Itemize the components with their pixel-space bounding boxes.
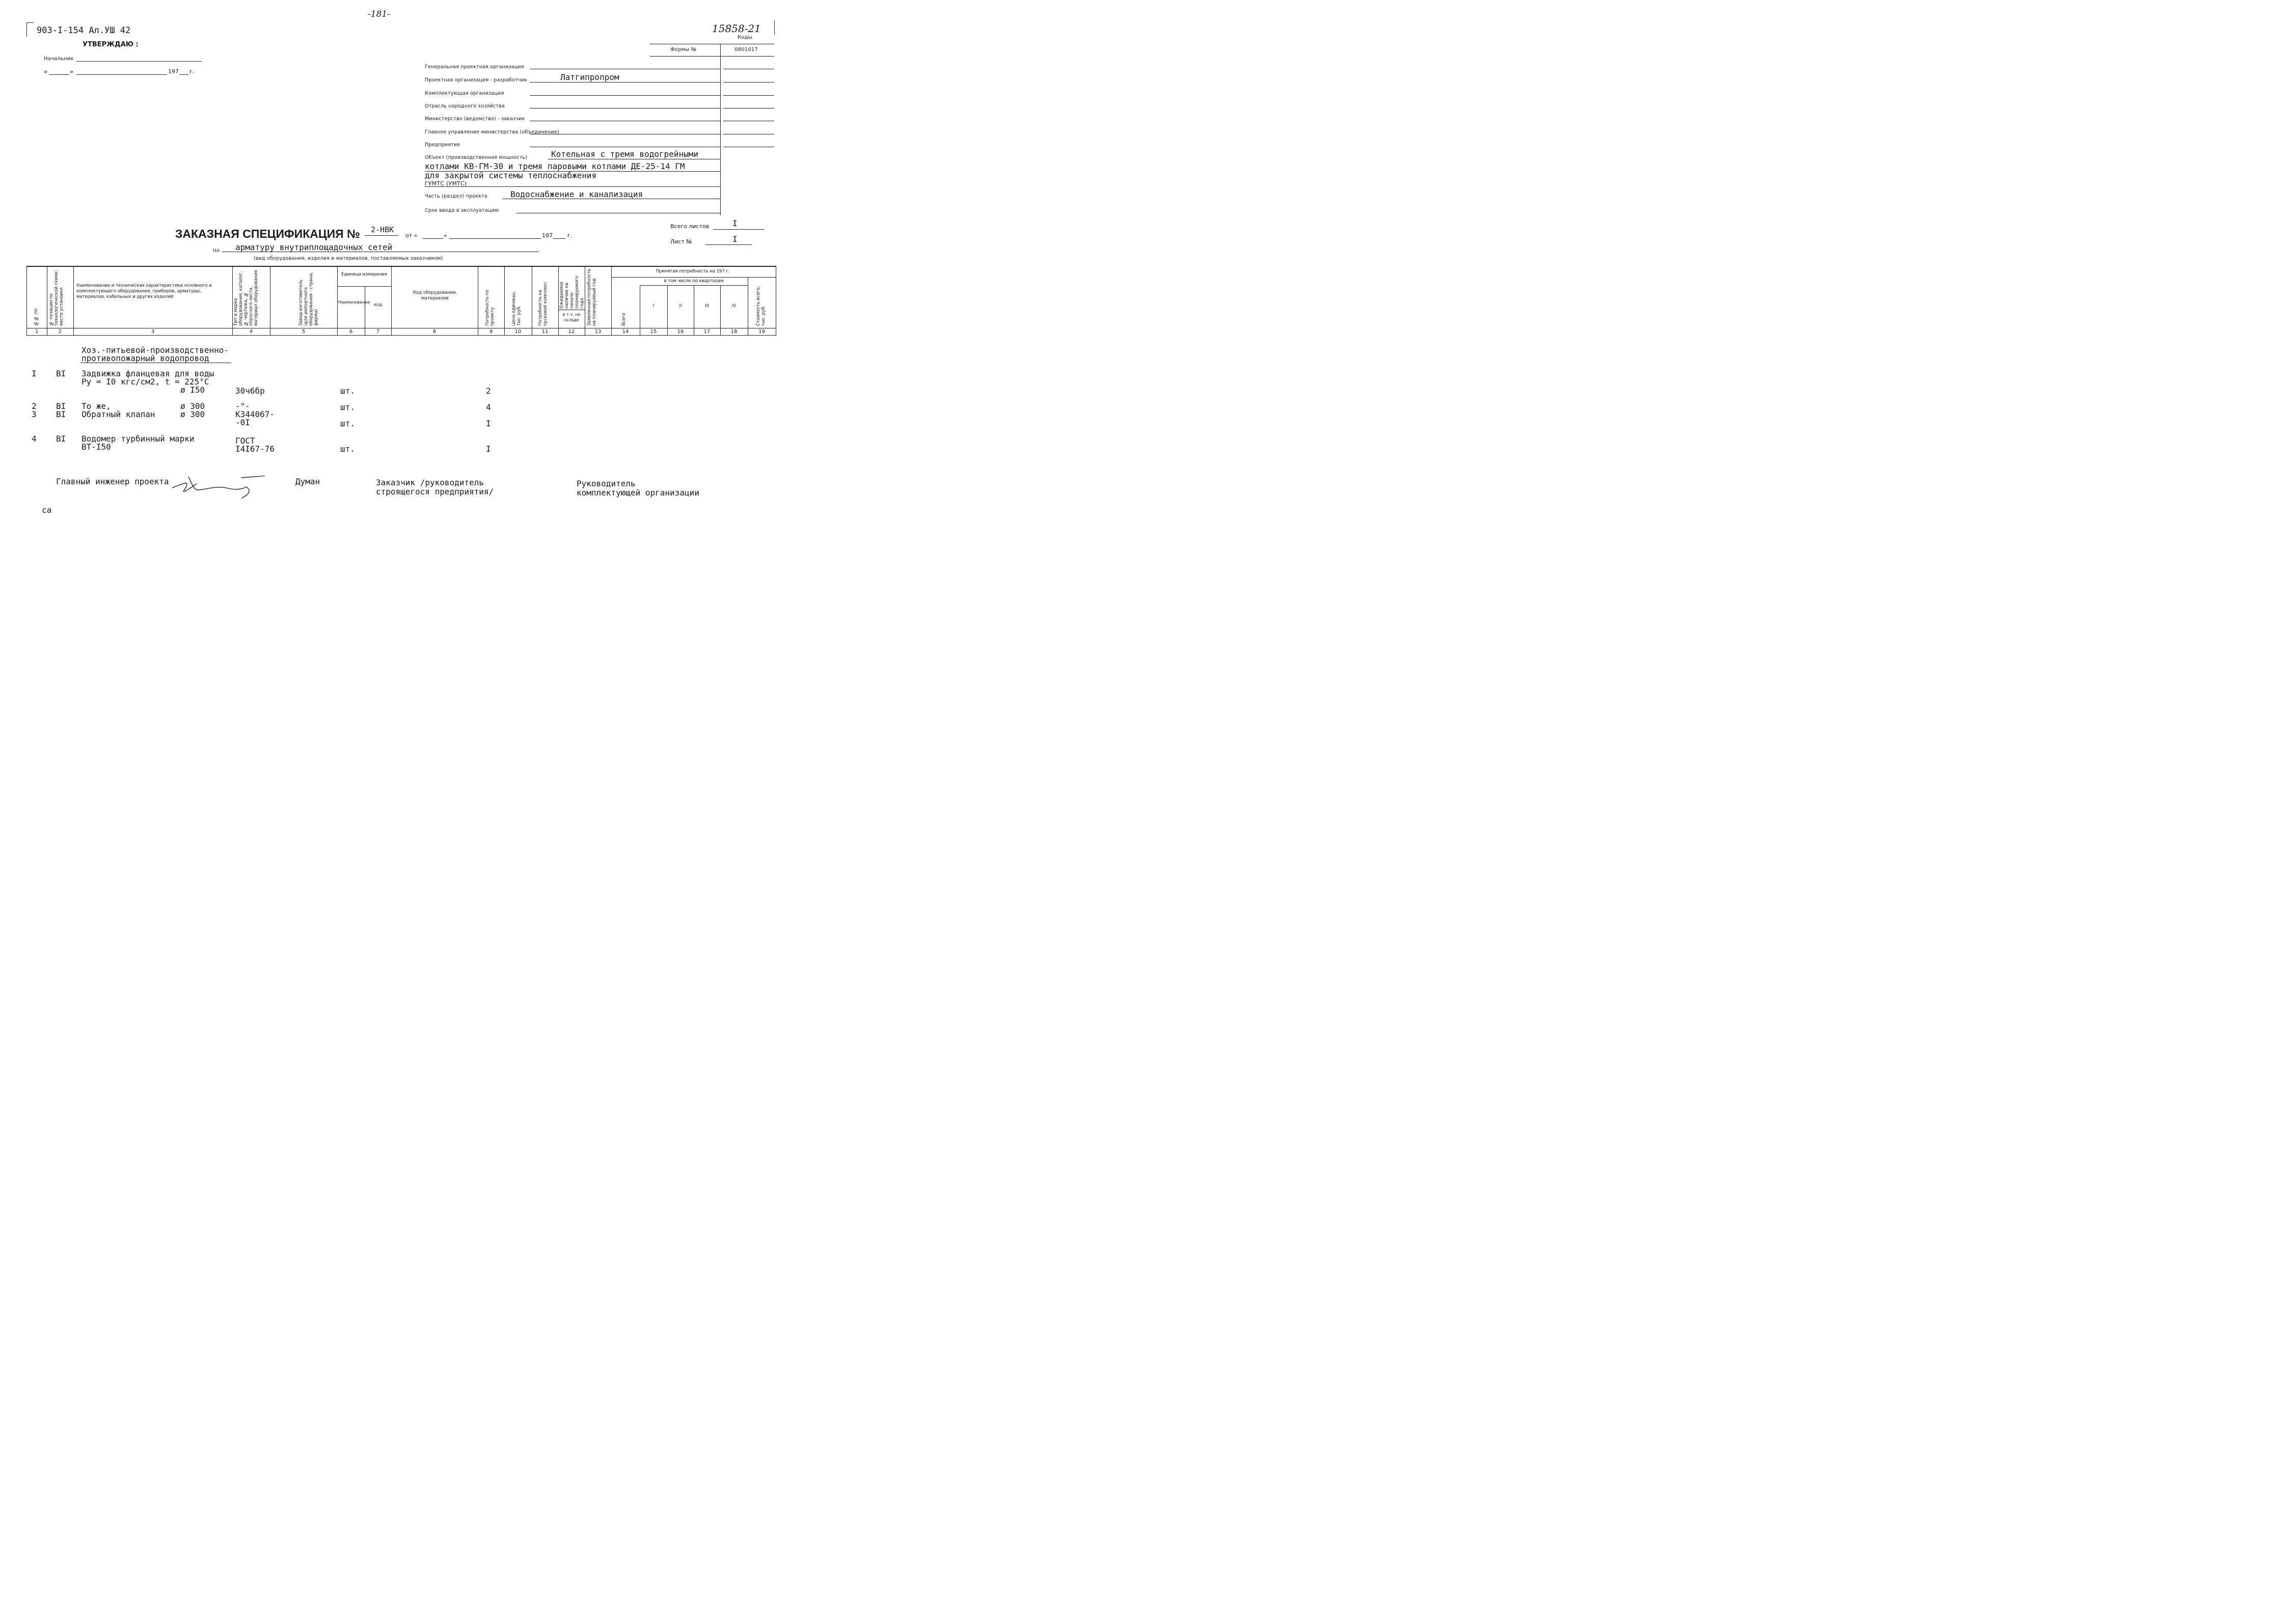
column-number: 2 bbox=[58, 329, 62, 335]
project-part-value: Водоснабжение и канализация bbox=[510, 189, 643, 199]
row-type-detail: I4I67-76 bbox=[235, 444, 275, 454]
row-diameter: ø 300 bbox=[180, 409, 205, 419]
org-field-label: Проектная организация - разработчик bbox=[425, 77, 528, 83]
deadline-label: Срок ввода в эксплуатацию bbox=[425, 208, 499, 213]
approval-date-close: » bbox=[70, 68, 74, 75]
org-field-label: Предприятие bbox=[425, 142, 460, 148]
column-number: 5 bbox=[302, 329, 306, 335]
approval-year: 197 bbox=[168, 68, 179, 75]
col-header-14: Всего bbox=[621, 313, 627, 326]
col-header-7: код bbox=[373, 302, 383, 308]
total-sheets-label: Всего листов bbox=[670, 223, 710, 230]
quarters-header: в том числе по кварталам bbox=[664, 279, 724, 284]
chief-signature-line bbox=[76, 61, 202, 62]
row-diameter: ø I50 bbox=[180, 385, 205, 395]
row-diameter: ø 300 bbox=[180, 401, 205, 411]
spec-date-close: » bbox=[444, 232, 447, 239]
row-type-detail: -0I bbox=[235, 418, 250, 427]
subject-note: (вид оборудования, изделия и материалов, поставляемых заказчиком) bbox=[254, 256, 443, 261]
row-name-detail: Ру = I0 кгс/см2, t = 225°С bbox=[81, 377, 209, 387]
codes-title: Коды bbox=[738, 35, 752, 40]
total-sheets-value: I bbox=[732, 218, 738, 228]
column-number: 11 bbox=[541, 329, 549, 335]
column-number: 8 bbox=[432, 329, 437, 335]
row-type: КЗ44067- bbox=[235, 409, 275, 419]
org-field-label: Отрасль народного хозяйства bbox=[425, 103, 505, 109]
column-number: 14 bbox=[622, 329, 629, 335]
row-name: Задвижка фланцевая для воды bbox=[81, 369, 214, 378]
row-number: 2 bbox=[32, 401, 37, 411]
row-position: BI bbox=[56, 401, 66, 411]
specification-number: 2-НВК bbox=[371, 225, 394, 234]
col-header-2: № позиции по технологической схеме; место установки bbox=[49, 270, 64, 326]
accepted-header: Принятая потребность на 197 г. bbox=[656, 269, 730, 274]
object-line-1: Котельная с тремя водогрейными bbox=[551, 149, 698, 159]
row-type: 30ч6бр bbox=[235, 386, 265, 396]
col-header-4: Тип и марка оборудования, каталог, № чертежа, № опросного листа, материал оборудования bbox=[233, 270, 259, 326]
approval-title: УТВЕРЖДАЮ : bbox=[83, 41, 139, 48]
col-header-13: Заявленная потребность на планируемый год bbox=[587, 268, 597, 326]
row-name: То же, bbox=[81, 401, 111, 411]
org-field-value: Латгипропром bbox=[560, 72, 619, 82]
row-name-detail: ВТ-I50 bbox=[81, 442, 111, 452]
row-name: Водомер турбинный марки bbox=[81, 434, 195, 444]
col-header-9: Потребность по проекту bbox=[485, 289, 495, 326]
row-number: I bbox=[32, 369, 37, 378]
row-quantity: 4 bbox=[486, 402, 491, 412]
column-number: 15 bbox=[650, 329, 657, 335]
row-unit: шт. bbox=[340, 419, 355, 428]
customer-label-1: Заказчик /руководитель bbox=[376, 478, 484, 487]
column-number: 19 bbox=[758, 329, 765, 335]
column-number: 1 bbox=[35, 329, 39, 335]
form-code: 0801017 bbox=[734, 47, 758, 52]
row-number: 3 bbox=[32, 409, 37, 419]
col-header-8: Код оборудования, материалов bbox=[413, 290, 457, 301]
col-header-q1: I bbox=[652, 304, 655, 309]
head-label-1: Руководитель bbox=[577, 479, 636, 488]
column-number: 3 bbox=[151, 329, 155, 335]
col-header-1: №№ пп. bbox=[34, 307, 39, 326]
row-quantity: 2 bbox=[486, 386, 491, 396]
column-number: 9 bbox=[489, 329, 493, 335]
col-header-q2: II bbox=[679, 304, 682, 309]
col-header-12: Ожидаемое наличие на начало планируемого года bbox=[559, 276, 585, 309]
section-title-line-1: Хоз.-питьевой-производственно- bbox=[81, 345, 229, 355]
col-header-10: Цена единицы, тыс. руб. bbox=[511, 291, 522, 326]
chief-engineer-label: Главный инженер проекта bbox=[56, 477, 169, 486]
col-header-6: Наименование bbox=[338, 300, 370, 305]
corner-mark: са bbox=[42, 505, 52, 515]
col-header-12b: в т.ч. на складе bbox=[562, 312, 581, 322]
handwritten-signature bbox=[170, 473, 267, 499]
object-line-3: для закрытой системы теплоснабжения bbox=[425, 171, 597, 180]
page-number: -181- bbox=[368, 9, 390, 19]
row-type: ГОСТ bbox=[235, 436, 255, 446]
approval-date-open: « bbox=[44, 68, 48, 75]
row-unit: шт. bbox=[340, 444, 355, 454]
column-number: 17 bbox=[703, 329, 711, 335]
row-position: BI bbox=[56, 409, 66, 419]
subject-prefix: НА bbox=[213, 249, 220, 254]
form-number-label: Формы № bbox=[670, 47, 697, 52]
spec-date-open: от « bbox=[405, 232, 418, 239]
org-field-label: Министерство (ведомство) - заказчик bbox=[425, 116, 525, 122]
col-header-19: Стоимость всего, тыс. руб. bbox=[756, 286, 766, 326]
column-number: 13 bbox=[594, 329, 602, 335]
row-quantity: I bbox=[486, 419, 491, 428]
row-name: Обратный клапан bbox=[81, 409, 155, 419]
spec-year-suffix: г. bbox=[567, 232, 573, 239]
customer-label-2: строящегося предприятия/ bbox=[376, 487, 494, 497]
object-label: Объект (производственная мощность) bbox=[425, 155, 528, 160]
section-title-line-2: противопожарный водопровод bbox=[81, 353, 209, 363]
object-line-2: котлами КВ-ГМ-30 и тремя паровыми котлами ДЕ-25-14 ГМ bbox=[425, 161, 685, 171]
col-header-5: Завод-изготовитель (для импортного оборудования - страна, фирма) bbox=[298, 272, 319, 326]
row-type: -"- bbox=[235, 401, 250, 411]
col-header-3: Наименование и техническая характеристика основного и комплектующего оборудования, приборов, арматуры, материалов, кабельных и других изделий bbox=[76, 283, 212, 299]
corner-bracket-right bbox=[774, 20, 775, 35]
column-number: 6 bbox=[349, 329, 353, 335]
album-reference: 903-I-154 Ал.УШ 42 bbox=[37, 25, 131, 36]
row-position: BI bbox=[56, 369, 66, 378]
column-number: 10 bbox=[514, 329, 522, 335]
column-number: 12 bbox=[568, 329, 575, 335]
corner-bracket-left bbox=[26, 22, 27, 37]
specification-title: ЗАКАЗНАЯ СПЕЦИФИКАЦИЯ № bbox=[175, 227, 360, 240]
row-unit: шт. bbox=[340, 386, 355, 396]
spec-year: 197 bbox=[542, 232, 553, 239]
chief-engineer-name: Думан bbox=[295, 477, 320, 486]
col-header-q4: IV bbox=[731, 304, 737, 309]
column-number: 7 bbox=[376, 329, 380, 335]
org-field-label: Генеральная проектная организация bbox=[425, 64, 524, 70]
column-number: 18 bbox=[730, 329, 738, 335]
approval-year-suffix: г. bbox=[189, 68, 195, 75]
org-field-label: Комплектующая организация bbox=[425, 91, 504, 96]
col-header-unit: Единица измерения bbox=[341, 272, 388, 277]
project-part-label: Часть (раздел) проекта bbox=[425, 194, 487, 199]
sheet-number-label: Лист № bbox=[670, 238, 692, 245]
subject-value: арматуру внутриплощадочных сетей bbox=[235, 242, 393, 252]
row-quantity: I bbox=[486, 444, 491, 454]
column-number: 4 bbox=[249, 329, 253, 335]
org-field-label: Главное управление министерства (объединение) bbox=[425, 129, 559, 135]
row-number: 4 bbox=[32, 434, 37, 444]
row-unit: шт. bbox=[340, 402, 355, 412]
col-header-11: Потребность на пусковой комплекс bbox=[538, 282, 548, 326]
document-code: 15858-21 bbox=[712, 22, 761, 35]
sheet-number-value: I bbox=[732, 234, 738, 244]
gumts-label: ГУМТС (УМТС) bbox=[425, 180, 467, 187]
head-label-2: комплектующей организации bbox=[577, 488, 699, 498]
codes-column-divider bbox=[720, 44, 721, 215]
row-position: BI bbox=[56, 434, 66, 444]
col-header-q3: III bbox=[705, 304, 709, 309]
column-number: 16 bbox=[677, 329, 684, 335]
chief-label: Начальник bbox=[44, 56, 74, 62]
